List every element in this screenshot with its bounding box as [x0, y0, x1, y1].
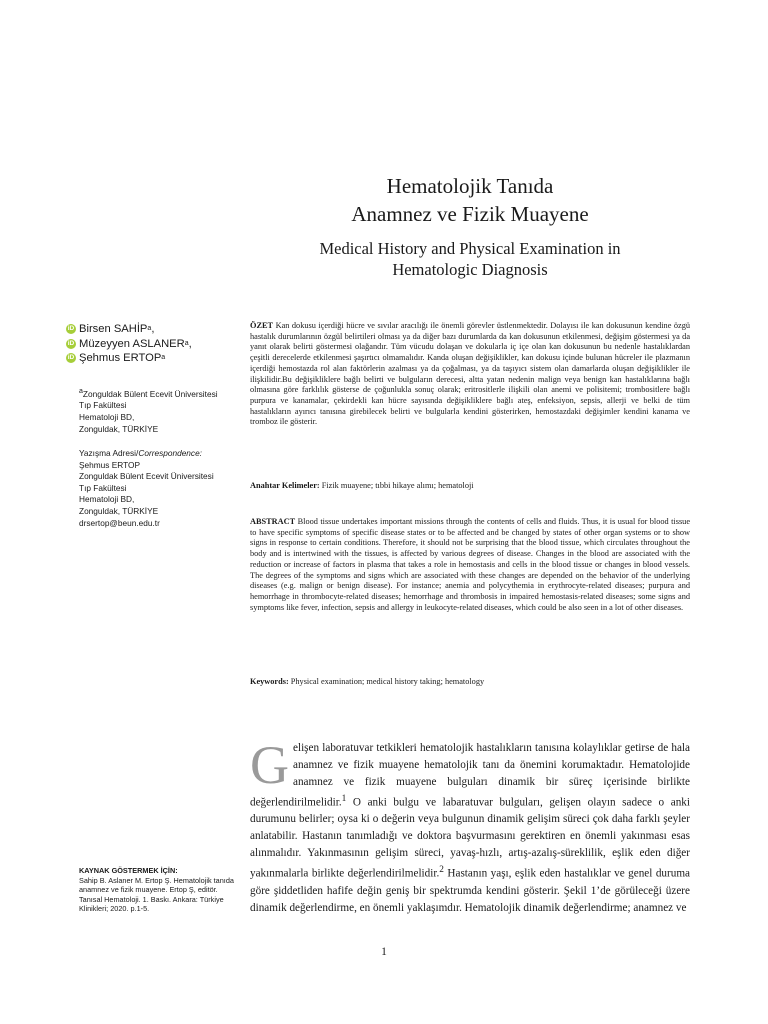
affiliation-mark: a	[79, 388, 83, 395]
body-text	[250, 735, 690, 917]
correspondence	[79, 448, 237, 529]
author-name: Müzeyyen ASLANER	[79, 337, 185, 350]
affiliation-line: Zonguldak, TÜRKİYE	[79, 423, 159, 434]
author-row	[66, 322, 236, 337]
ozet-text: Kan dokusu içerdiği hücre ve sıvılar aracılığı ile önemli görevler üstlenmektedir. Dolayısı ile kan dokusunun kendine özgü hastalık durumlarının özgül belirtileri olması ya da diğer bazı durumlarda da kan dokusunun etkilenmesi, değişim göstermesi ya da yanıt olarak belirti göstermesi olağandır. Tüm vücudu dolaşan ve dokularla iç içe olan kan dokusunun bu nedenle hastalıklardan çeşitli derecelerde etkilenmesi şaşırtıcı olmamalıdır. Kanda oluşan değişiklikler, kan dokusu içinde bulunan hücreler ile plazmanın içerdiği hemostazda rol alan faktörlerin azalması ya da çoğalması, ya da taşıyıcı sistem olan damarlarda oluşan değişiklikler ile ilişkilidir.Bu değişikliklere bağlı belirti ve bulguların derecesi, altta yatan nedenin malign veya benign kan hastalıklarına bağlı olmasına göre farklılık gösterse de çoğunlukla sonuç olarak; eritrositlerle ilişkili olan anemi ve polisitemi; trombositlere bağlı purpura ve kanamalar, çekirdekli kan hücre sayısında değişikliklere bağlı ateş, enfeksiyon, sepsis, allerji ve belki de tüm hastalıkların ayırıcı tanısına girebilecek belirti ve bulgularla kendini gösterirken, hemostazdaki değişimler kendini kanama ve tromboz ile gösterir.	[250, 321, 691, 427]
author-row	[66, 351, 236, 366]
anahtar-kelimeler	[250, 480, 690, 491]
correspondence-line: Tıp Fakültesi	[79, 482, 127, 493]
page-number: 1	[381, 946, 387, 958]
correspondence-line: Şehmus ERTOP	[79, 459, 141, 470]
body-paragraph-part: elişen laboratuvar tetkikleri hematolojik hastalıkların tanısına kolaylıklar getirse de hala anamnez ve fizik muayene hematolojik tanı da önemini korumaktadır. Hematolojide anamnez ve fizik muayene bulguları dinamik bir süreç içerisinde birlikte değerlendirilmelidir.	[250, 742, 690, 809]
title-turkish	[250, 172, 690, 228]
body-paragraph-part: O anki bulgu ve labaratuvar bulguları, gelişen olayın sadece o anki durumunu belirler; oysa ki o değerin veya bulgunun dinamik gelişim süreci çok daha farklı şeyler anlatabilir. Hastanın tanımladığı ve doktora başvurmasını gerektiren en önemli yakınması esas alınmalıdır. Yakınmasının gelişim süreci, yavaş-hızlı, artış-azalış-süreklilik, eşlik eden diğer yakınmalarla birlikte değerlendirilmelidir.	[250, 796, 690, 880]
author-affiliation-mark: a	[161, 354, 166, 361]
author-separator: ,	[151, 323, 155, 335]
title-tr-line2: Anamnez ve Fizik Muayene	[351, 202, 589, 226]
drop-cap: G	[250, 735, 289, 795]
citation-heading: KAYNAK GÖSTERMEK İÇİN:	[79, 866, 178, 875]
affiliation-line: Zonguldak Bülent Ecevit Üniversitesi	[82, 388, 218, 399]
title-en-line1: Medical History and Physical Examination in	[319, 239, 621, 258]
author-affiliation-mark: a	[184, 339, 189, 347]
author-list	[66, 322, 236, 366]
correspondence-line: Hematoloji BD,	[79, 494, 135, 505]
orcid-icon[interactable]: iD	[66, 353, 76, 363]
keywords-text: Physical examination; medical history taking; hematology	[290, 677, 485, 686]
citation-box	[79, 866, 235, 914]
correspondence-label-tr: Yazışma Adresi/	[79, 448, 139, 458]
ozet-block	[250, 321, 690, 428]
anahtar-label: Anahtar Kelimeler:	[250, 481, 320, 490]
orcid-icon[interactable]: iD	[66, 339, 76, 349]
affiliation	[79, 386, 237, 435]
ozet-label: ÖZET	[250, 321, 274, 330]
correspondence-label-en: Correspondence:	[138, 448, 202, 458]
abstract-text: Blood tissue undertakes important missions through the contents of cells and fluids. Thus, it is usual for blood tissue to have specific symptoms of specific disease states or to be affected and be changed by states of other organ systems or to show signs in response to certain conditions. Therefore, it should not be surprising that the blood tissue, which circulates throughout the body and is intertwined with the tissues, is affected by various degrees of disease. Changes in the blood are associated with the reduction or increase of factors in plasma that takes a role in hemostasis and cells in the blood tissue or changes in blood vessels. The degrees of the symptoms and signs which are associated with these changes are depended on the behavior of the underlying diseases (e.g. malign or benign disease). For instance; anemia and polycythemia in erythrocyte-related diseases; purpura and hemorrhage in thrombocyte-related diseases; hemorrhage and thrombosis in impaired hemostasis-related diseases; some signs and symptoms like fever, infection, sepsis and allergy in leukocyte-related diseases, which could be also seen in a lot of other diseases.	[250, 517, 691, 612]
author-affiliation-mark: a	[147, 325, 152, 332]
author-separator: ,	[188, 337, 192, 350]
correspondence-line: Zonguldak, TÜRKİYE	[79, 505, 159, 516]
orcid-icon[interactable]: iD	[66, 324, 76, 334]
abstract-label: ABSTRACT	[250, 517, 296, 526]
abstract-block	[250, 517, 690, 613]
reference-mark[interactable]: 1	[341, 793, 347, 804]
author-name: Şehmus ERTOP	[79, 352, 162, 364]
keywords	[250, 676, 690, 687]
keywords-label: Keywords:	[250, 677, 289, 686]
author-row	[66, 337, 236, 352]
title-tr-line1: Hematolojik Tanıda	[386, 174, 554, 198]
author-name: Birsen SAHİP	[79, 323, 148, 335]
affiliation-line: Tıp Fakültesi	[79, 400, 127, 411]
body-paragraph-part: Hastanın yaşı, eşlik eden hastalıklar ve genel duruma göre şiddetliden hafife değin geniş bir spektrumda kendini gösterir. Şekil 1’de görüleceği üzere dinamik değerlendirme, en önemli yaklaşımdır. Hematolojik dinamik değerlendirme; anamnez ve	[250, 867, 690, 914]
reference-mark[interactable]: 2	[439, 865, 444, 876]
affiliation-line: Hematoloji BD,	[79, 411, 135, 422]
title-english	[250, 238, 690, 280]
correspondence-line: Zonguldak Bülent Ecevit Üniversitesi	[79, 471, 214, 482]
correspondence-email[interactable]: drsertop@beun.edu.tr	[79, 517, 160, 528]
title-en-line2: Hematologic Diagnosis	[392, 260, 548, 279]
citation-text: Sahip B. Aslaner M. Ertop Ş. Hematolojik tanıda anamnez ve fizik muayene. Ertop Ş, editör. Tanısal Hematoloji. 1. Baskı. Ankara: Türkiye Klinikleri; 2020. p.1-5.	[79, 875, 234, 914]
anahtar-text: Fizik muayene; tıbbi hikaye alımı; hematoloji	[321, 481, 474, 490]
